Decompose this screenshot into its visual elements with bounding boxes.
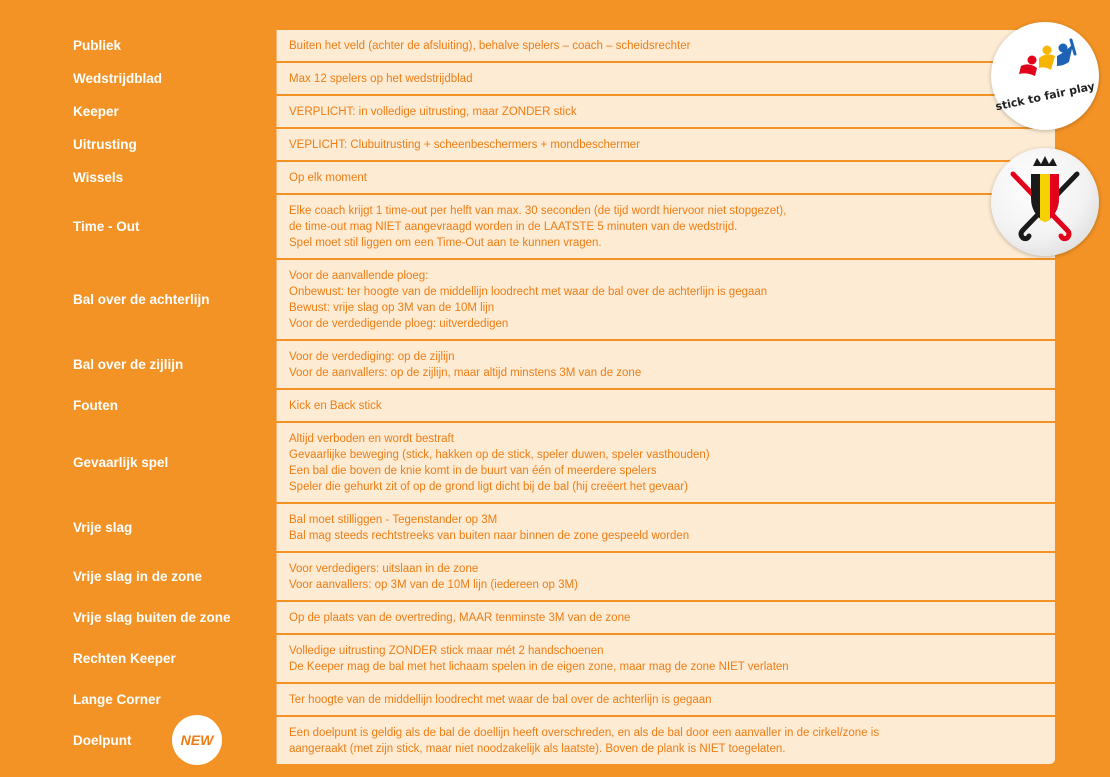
rule-row [61, 341, 1055, 388]
rule-description-line: Op elk moment [289, 171, 367, 184]
rule-label: Uitrusting [61, 129, 276, 160]
rule-row [61, 504, 1055, 551]
rule-label: Wissels [61, 162, 276, 193]
rule-description [276, 684, 1055, 715]
rule-label: Doelpunt [61, 717, 276, 764]
rule-label: Vrije slag [61, 504, 276, 551]
rule-description-line: Bewust: vrije slag op 3M van de 10M lijn [289, 301, 495, 314]
rule-description-line: VEPLICHT: Clubuitrusting + scheenbeschermers + mondbeschermer [289, 138, 640, 151]
rule-description-line: Voor aanvallers: op 3M van de 10M lijn (iedereen op 3M) [289, 578, 578, 591]
rule-description-line: de time-out mag NIET aangevraagd worden in de LAATSTE 5 minuten van de wedstrijd. [289, 220, 738, 233]
new-badge-label: NEW [180, 732, 214, 748]
rule-description-line: Altijd verboden en wordt bestraft [289, 432, 454, 445]
rule-row [61, 63, 1055, 94]
rule-label: Keeper [61, 96, 276, 127]
rule-description-line: Kick en Back stick [289, 399, 382, 412]
rule-description [276, 162, 1055, 193]
rule-description-line: Voor de aanvallers: op de zijlijn, maar altijd minstens 3M van de zone [289, 366, 642, 379]
rule-description [276, 635, 1055, 682]
rule-description-line: Gevaarlijke beweging (stick, hakken op de stick, speler duwen, speler vasthouden) [289, 448, 710, 461]
rule-description [276, 553, 1055, 600]
rule-row [61, 602, 1055, 633]
rule-row [61, 129, 1055, 160]
rule-description-line: Bal moet stilliggen - Tegenstander op 3M [289, 513, 498, 526]
rule-row [61, 260, 1055, 339]
rule-description-line: VERPLICHT: in volledige uitrusting, maar ZONDER stick [289, 105, 577, 118]
rule-description [276, 504, 1055, 551]
rule-description-line: Ter hoogte van de middellijn loodrecht met waar de bal over de achterlijn is gegaan [289, 693, 712, 706]
rule-description [276, 423, 1055, 502]
stick-to-fair-play-logo [991, 22, 1099, 130]
rule-description-line: Buiten het veld (achter de afsluiting), behalve spelers – coach – scheidsrechter [289, 39, 691, 52]
rule-label: Publiek [61, 30, 276, 61]
rule-row [61, 390, 1055, 421]
rule-label: Vrije slag in de zone [61, 553, 276, 600]
rule-description [276, 390, 1055, 421]
rule-row [61, 553, 1055, 600]
rule-description-line: Voor de aanvallende ploeg: [289, 269, 429, 282]
rule-description-line: Speler die gehurkt zit of op de grond ligt dicht bij de bal (hij creëert het gevaar) [289, 480, 688, 493]
rule-row [61, 423, 1055, 502]
rule-description-line: Voor de verdedigende ploeg: uitverdedigen [289, 317, 509, 330]
rule-description [276, 129, 1055, 160]
rule-label: Rechten Keeper [61, 635, 276, 682]
rule-label: Bal over de zijlijn [61, 341, 276, 388]
rule-row [61, 635, 1055, 682]
rule-description [276, 717, 1055, 764]
rule-label: Fouten [61, 390, 276, 421]
rule-description-line: Een bal die boven de knie komt in de buurt van één of meerdere spelers [289, 464, 657, 477]
rule-row [61, 162, 1055, 193]
rule-description-line: Bal mag steeds rechtstreeks van buiten naar binnen de zone gespeeld worden [289, 529, 690, 542]
rule-row [61, 195, 1055, 258]
rule-description-line: Volledige uitrusting ZONDER stick maar mét 2 handschoenen [289, 644, 604, 657]
rule-description-line: Voor verdedigers: uitslaan in de zone [289, 562, 479, 575]
rule-row [61, 684, 1055, 715]
rule-row [61, 30, 1055, 61]
rule-label: Time - Out [61, 195, 276, 258]
rule-description-line: Spel moet stil liggen om een Time-Out aan te kunnen vragen. [289, 236, 602, 249]
rule-label: Wedstrijdblad [61, 63, 276, 94]
rule-description [276, 96, 1055, 127]
rule-label: Vrije slag buiten de zone [61, 602, 276, 633]
rule-label: Lange Corner [61, 684, 276, 715]
new-badge [172, 715, 222, 765]
rule-description [276, 30, 1055, 61]
rule-description [276, 260, 1055, 339]
rule-description-line: aangeraakt (met zijn stick, maar niet noodzakelijk als laatste). Boven de plank is NIET toegelaten. [289, 742, 786, 755]
rule-description-line: De Keeper mag de bal met het lichaam spelen in de eigen zone, maar mag de zone NIET verlaten [289, 660, 789, 673]
rule-description [276, 63, 1055, 94]
rule-description [276, 195, 1055, 258]
rules-table [61, 28, 1055, 766]
rule-description-line: Een doelpunt is geldig als de bal de doellijn heeft overschreden, en als de bal door een aanvaller in de cirkel/zone is [289, 726, 880, 739]
belgian-hockey-crest-logo [991, 148, 1099, 256]
rule-description-line: Max 12 spelers op het wedstrijdblad [289, 72, 473, 85]
rule-label: Gevaarlijk spel [61, 423, 276, 502]
rule-description-line: Elke coach krijgt 1 time-out per helft van max. 30 seconden (de tijd wordt hiervoor niet stopgezet), [289, 204, 787, 217]
rule-description [276, 341, 1055, 388]
fairplay-logo-text: stick to fair play [994, 79, 1096, 114]
rule-description-line: Voor de verdediging: op de zijlijn [289, 350, 455, 363]
rule-description-line: Op de plaats van de overtreding, MAAR tenminste 3M van de zone [289, 611, 631, 624]
rule-row [61, 96, 1055, 127]
rule-description [276, 602, 1055, 633]
rule-description-line: Onbewust: ter hoogte van de middellijn loodrecht met waar de bal over de achterlijn is gegaan [289, 285, 768, 298]
rule-label: Bal over de achterlijn [61, 260, 276, 339]
